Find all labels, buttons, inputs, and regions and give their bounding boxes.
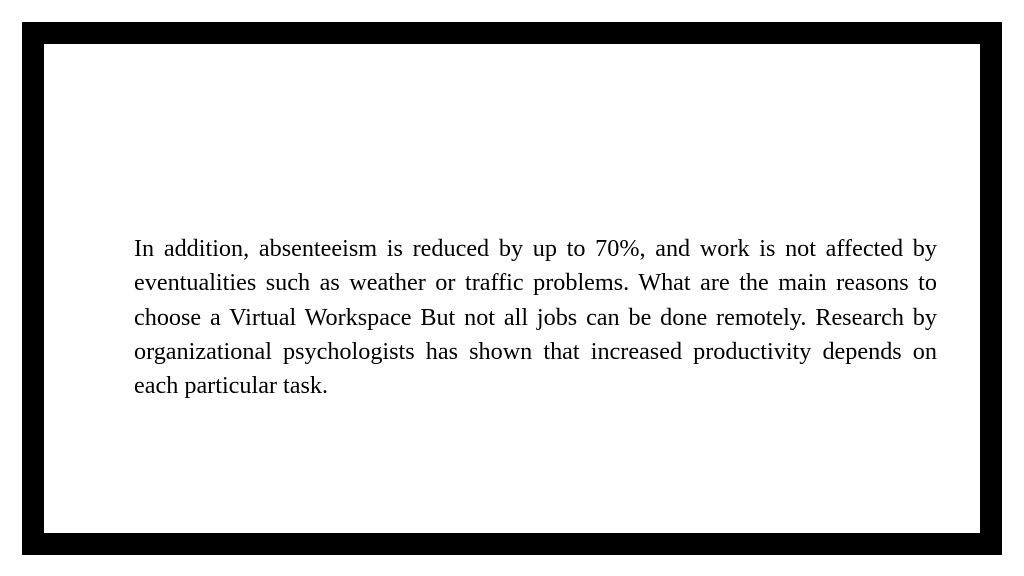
slide-paragraph: In addition, absenteeism is reduced by up to 70%, and work is not affected by eventualities such as weather or traffic problems. What are the main reasons to choose a Virtual Workspace But not all jobs can be done remotely. Research by organizational psychologists has shown that increased productivity depends on each particular task.: [134, 235, 937, 400]
slide-frame: [22, 22, 1002, 555]
